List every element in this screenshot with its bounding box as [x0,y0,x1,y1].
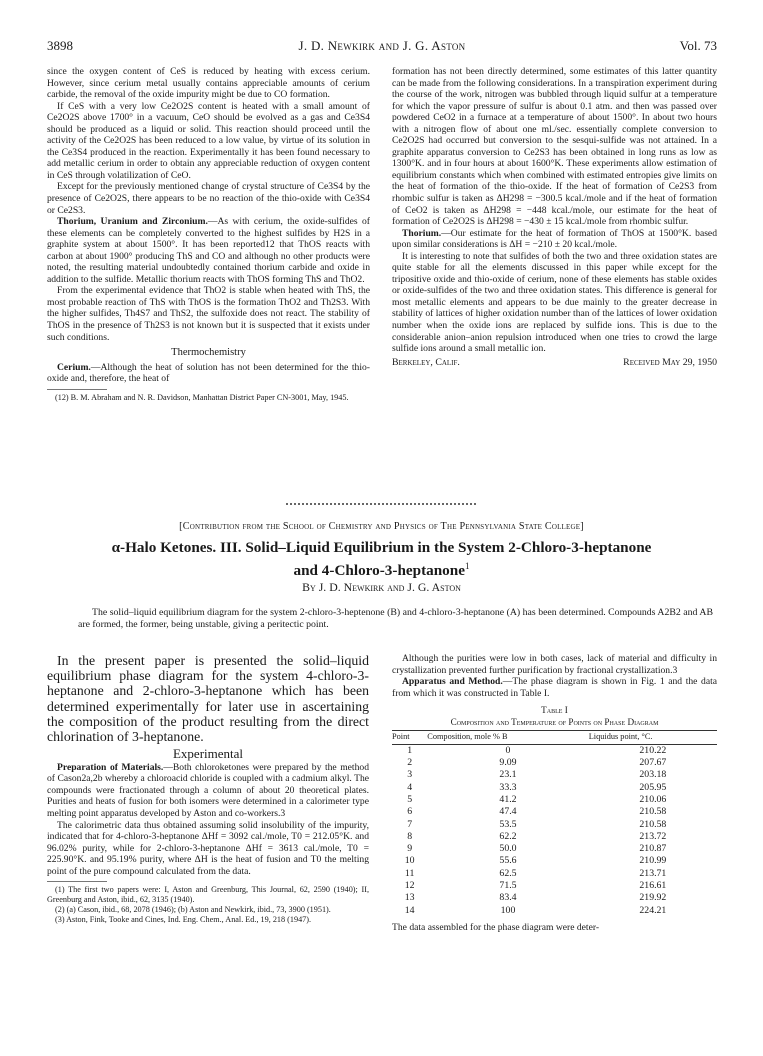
table-cell: 9 [407,843,413,855]
run-in-heading: Preparation of Materials. [57,761,164,773]
run-in-heading: Apparatus and Method. [402,676,503,688]
table-row [392,880,717,892]
table-row [392,794,717,806]
table-cell: 207.67 [639,757,667,769]
running-title: J. D. Newkirk and J. G. Aston [298,38,466,53]
table-cell: 203.18 [639,769,667,781]
table-cell: 62.2 [499,830,517,842]
table-cell: 13 [404,892,415,904]
paragraph: The data assembled for the phase diagram were deter- [392,921,600,933]
table-cell: 2 [407,757,413,769]
bottom-right-column [392,653,717,933]
divider-rule [286,503,476,505]
article-title: α-Halo Ketones. III. Solid–Liquid Equilibrium in the System 2-Chloro-3-heptanone and 4-Chloro-3-heptanone$^1$ [111,539,652,580]
footnote-rule [47,389,107,390]
table-label: Table I [541,705,568,716]
table-cell: 47.4 [499,806,517,818]
top-left-column [47,66,370,403]
table-cell: 83.4 [499,892,517,904]
table-cell: 5 [407,793,413,805]
paragraph: Thorium.—Our estimate for the heat of formation of ThOS at 1500°K. based upon similar considerations is ΔH = −210 ± 20 kcal./mole. [392,227,717,251]
table-column-header: Composition, mole % B [427,731,588,745]
table-cell: 224.21 [639,904,667,916]
section-heading: Thermochemistry [171,347,246,359]
table-cell: 210.22 [639,744,667,756]
table-cell: 33.3 [499,781,517,793]
table-row [392,843,717,855]
table-cell: 210.58 [639,818,667,830]
table-row [392,905,717,917]
table-cell: 10 [404,855,415,867]
top-right-column [392,66,717,368]
bottom-left-column [47,653,369,925]
paragraph: The calorimetric data thus obtained assuming solid insolubility of the impurity, indicated that for 4-chloro-3-heptanone ΔHf = 3092 cal./mole, T0 = 212.05°K. and 96.02% purity, while for 2-chloro-3-heptanone ΔHf = 3613 cal./mole, T0 = 225.90°K. and 95.19% purity, where ΔH is the heat of fusion and T0 the melting point of the pure compound calculated from the data. [47,819,369,877]
table-cell: 4 [407,781,413,793]
table-cell: 6 [407,806,413,818]
abstract: The solid–liquid equilibrium diagram for the system 2-chloro-3-heptenone (B) and 4-chloro-3-heptanone (A) has been determined. Compounds A2B2 and AB are formed, the former, being unstable, giving a peritectic point. [78,607,713,630]
section-heading: Experimental [172,746,244,762]
footnote: (12) B. M. Abraham and N. R. Davidson, Manhattan District Paper CN-3001, May, 1945. [55,392,349,402]
paragraph: From the experimental evidence that ThO2 is stable when heated with ThS, the most probable reaction of ThS with ThOS is the formation ThO2 and Th2S3. With the higher sulfides, Th4S7 and ThS2, the sulfoxide does not react. The stability of ThOS in the presence of Th2S3 is not known but it is suspected that it exists under such conditions. [47,285,370,343]
table-cell: 216.61 [639,880,667,891]
table-cell: 210.87 [639,843,667,855]
paragraph: Thorium, Uranium and Zirconium.—As with cerium, the oxide-sulfides of these elements can be completely converted to the highest sulfides by H2S in a graphite system at about 1500°. It has been reported12 that ThOS reacts with carbon at about 1900° producing ThS and CO and although no other products were noted, the resulting material undoubtedly contained thorium carbide and oxide in addition to the sulfide. Metallic thorium reacts with ThOS forming ThS and ThO2. [47,216,370,285]
table-cell: 213.71 [639,867,667,879]
table-cell: 62.5 [499,867,517,879]
byline: By J. D. Newkirk and J. G. Aston [302,580,461,594]
table-cell: 210.99 [639,855,667,867]
table-cell: 3 [407,769,413,781]
table-row [392,782,717,794]
place: Berkeley, Calif. [392,356,460,368]
paragraph: formation has not been directly determined, some estimates of this latter quantity can be made from the following considerations. In a transpiration experiment during the course of the work, nitrogen was bubbled through liquid sulfur at a temperature for which the vapor pressure of sulfur is about 0.1 atm. and then was passed over powdered CeO2 in a furnace at a temperature of about 1500°. In about two hours with a nitrogen flow of about one ml./sec. essentially complete conversion to Ce2O2S had occurred but conversion to the sesqui-sulfide was not attained. In a graphite apparatus conversion to Ce2S3 has been obtained in long runs as low as 1300°K. and in four hours at about 1600°K. These experiments allow estimation of equilibrium constants which when combined with estimated entropies give limits on the heat of formation of the thio-oxide. If the heat of formation of Ce2S3 from rhombic sulfur is taken as ΔH298 = −300.5 kcal./mole and if the heat of formation of CeO2 is taken as ΔH298 = −448 kcal./mole, our estimate for the heat of formation of Ce2O2S is ΔH298 = −430 ± 15 kcal./mole from rhombic sulfur. [392,66,717,228]
table-cell: 210.06 [639,793,667,805]
paragraph: Except for the previously mentioned change of crystal structure of Ce3S4 by the presence of Ce2O2S, there appears to be no reaction of the thio-oxide with Ce3S4 or Ce2S3. [47,181,370,216]
run-in-heading: Cerium. [57,361,91,373]
table-row [392,892,717,904]
table-cell: 205.95 [639,781,667,793]
footnote-rule [47,881,107,882]
table-row [392,868,717,880]
table-cell: 23.1 [499,769,517,781]
table-cell: 14 [404,904,415,916]
table-caption: Composition and Temperature of Points on Phase Diagram [450,716,659,727]
table-cell: 219.92 [639,892,667,904]
signature-line [392,357,717,369]
table-cell: 9.09 [499,757,517,769]
table-column-header: Point [392,731,427,745]
table-cell: 1 [407,744,413,756]
table-column-header: Liquidus point, °C. [589,731,717,745]
table-cell: 53.5 [499,818,517,830]
intro-paragraph: In the present paper is presented the solid–liquid equilibrium phase diagram for the system 4-chloro-3-heptanone and 2-chloro-3-heptanone which has been determined experimentally for later use in ascertaining the composition of the product resulting from the direct chlorination of 3-heptanone. [47,653,369,745]
table-cell: 7 [407,818,413,830]
table-cell: 8 [407,830,413,842]
run-in-heading: Thorium, Uranium and Zirconium. [57,216,208,228]
table-row [392,806,717,818]
paragraph: It is interesting to note that sulfides of both the two and three oxidation states are quite stable for all the elements discussed in this paper while except for the tripositive oxide and thio-oxide of cerium, none of these elements has stable oxides or oxide-sulfides of the two and three oxidation states. This difference is general for most metallic elements and appears to be due mainly to the greater decrease in stability of lattices of higher oxidation number than of the lattices of lower oxidation number when the oxide ions are replaced by sulfide ions. This is due to the considerable anion–anion repulsion introduced when one tries to crowd the large sulfide ions around a small metallic ion. [392,250,717,355]
run-in-heading: Thorium. [402,227,442,239]
contribution-line: [Contribution from the School of Chemistry and Physics of The Pennsylvania State College] [179,521,584,532]
paragraph: Cerium.—Although the heat of solution has not been determined for the thio-oxide and, therefore, the heat of [47,361,370,385]
page-number: 3898 [47,38,73,53]
table-cell: 210.58 [639,806,667,818]
received-date: Received May 29, 1950 [623,356,717,368]
title-footnote-marker: 1 [464,561,470,571]
paragraph: Although the purities were low in both cases, lack of material and difficulty in crystallization prevented further purification by fractional crystallization.3 [392,653,717,676]
paragraph: since the oxygen content of CeS is reduced by heating with excess cerium. However, since cerium metal usually contains appreciable amounts of cerium carbide, the removal of the oxide impurity might be due to CO formation. [47,66,370,101]
table-row [392,769,717,781]
table-cell: 71.5 [499,880,517,891]
table-row [392,757,717,769]
table-row [392,819,717,831]
footnotes: (1) The first two papers were: I, Aston and Greenburg, This Journal, 62, 2590 (1940); II, Greenburg and Aston, ibid., 62, 3135 (1940). (2) (a) Cason, ibid., 68, 2078 (1946); (b) Aston and Newkirk, ibid., 73, 3900 (1951). (3) Aston, Fink, Tooke and Cines, Ind. Eng. Chem., Anal. Ed., 19, 218 (1947). [47,885,369,925]
table-cell: 55.6 [499,855,517,867]
data-table [392,730,717,917]
table-cell: 11 [404,867,415,879]
paragraph: If CeS with a very low Ce2O2S content is heated with a small amount of Ce2O2S above 1700° in a vacuum, CeO should be evolved as a gas and Ce3S4 should be produced as a liquid or solid. This reaction should proceed until the activity of the Ce2O2S has been reduced to a low value, by virtue of its solution in the Ce3S4 produced in the reaction. Experimentally it has been found necessary to add metallic cerium in order to obtain any appreciable reduction of oxygen content in CeS through volatilization of CeO. [47,100,370,181]
paragraph: Preparation of Materials.—Both chloroketones were prepared by the method of Cason2a,2b whereby a chloroacid chloride is coupled with a cadmium alkyl. The compounds were fractionated through a column of about 20 theoretical plates. Purities and heats of fusion for both isomers were determined in a calorimeter type melting point apparatus developed by Aston and co-workers.3 [47,761,369,819]
paragraph: Apparatus and Method.—The phase diagram is shown in Fig. 1 and the data from which it was constructed in Table I. [392,676,717,699]
table-cell: 50.0 [499,843,517,855]
table-cell: 12 [404,880,415,891]
table-cell: 41.2 [499,793,517,805]
table-row [392,855,717,867]
table-cell: 100 [500,904,516,916]
table-cell: 213.72 [639,830,667,842]
table-row [392,831,717,843]
table-row [392,744,717,757]
volume-number: Vol. 73 [679,38,717,53]
table-cell: 0 [505,744,511,756]
